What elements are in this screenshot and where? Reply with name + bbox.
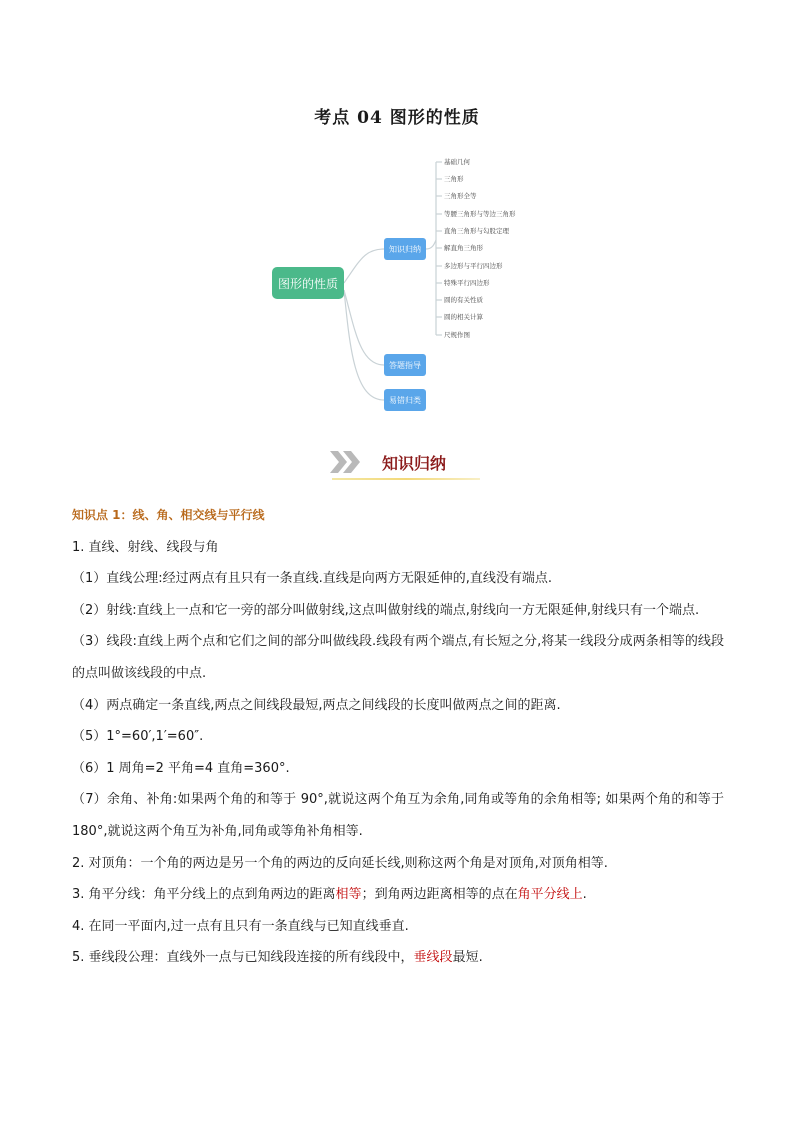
double-chevron-icon (330, 449, 364, 475)
mindmap-branch-guidance: 答题指导 (384, 354, 426, 376)
mind-map (260, 150, 540, 420)
mindmap-leaf: 基础几何 (444, 158, 470, 166)
list-item: 1. 直线、射线、线段与角 (72, 539, 219, 555)
paragraph: （5）1°=60′,1′=60″. (72, 729, 204, 745)
paragraph: （2）射线:直线上一点和它一旁的部分叫做射线,这点叫做射线的端点,射线向一方无限延伸,射线只有一个端点. (72, 602, 700, 618)
paragraph: （7）余角、补角:如果两个角的和等于 90°,就说这两个角互为余角,同角或等角的余角相等; 如果两个角的和等于 180°,就说这两个角互为补角,同角或等角补角相等. (72, 792, 724, 839)
section-title: 知识归纳 (382, 454, 447, 473)
page-title: 考点 04 图形的性质 (314, 108, 480, 128)
document-body (72, 500, 724, 974)
section-banner (0, 445, 794, 485)
list-item (72, 879, 724, 911)
mindmap-leaf: 圆的相关计算 (444, 313, 483, 321)
mindmap-root: 图形的性质 (272, 267, 344, 299)
text-run: . (582, 887, 587, 903)
list-item: 2. 对顶角：一个角的两边是另一个角的两边的反向延长线,则称这两个角是对顶角,对顶角相等. (72, 855, 608, 871)
list-item: 4. 在同一平面内,过一点有且只有一条直线与已知直线垂直. (72, 918, 409, 934)
connector-guidance (344, 290, 384, 365)
mindmap-leaf: 三角形 (444, 175, 464, 183)
paragraph: （4）两点确定一条直线,两点之间线段最短,两点之间线段的长度叫做两点之间的距离. (72, 697, 561, 713)
mindmap-leaf: 等腰三角形与等边三角形 (444, 210, 516, 218)
mindmap-leaf: 多边形与平行四边形 (444, 262, 503, 270)
text-run: 3. 角平分线：角平分线上的点到角两边的距离 (72, 887, 336, 903)
paragraph: （6）1 周角=2 平角=4 直角=360°. (72, 760, 290, 776)
mindmap-leaf: 直角三角形与勾股定理 (444, 227, 509, 235)
paragraph: （1）直线公理:经过两点有且只有一条直线.直线是向两方无限延伸的,直线没有端点. (72, 571, 553, 587)
text-run: 最短. (452, 950, 483, 966)
connector-knowledge (344, 249, 384, 283)
paragraph: （3）线段:直线上两个点和它们之间的部分叫做线段.线段有两个端点,有长短之分,将某一线段分成两条相等的线段的点叫做该线段的中点. (72, 634, 724, 681)
mindmap-branch-knowledge: 知识归纳 (384, 238, 426, 260)
highlighted-text: 角平分线上 (517, 887, 583, 903)
mindmap-leaf: 圆的有关性质 (444, 296, 483, 304)
mindmap-leaf: 解直角三角形 (444, 244, 483, 252)
text-run: ；到角两边距离相等的点在 (361, 887, 518, 903)
mindmap-leaf: 特殊平行四边形 (444, 279, 490, 287)
mindmap-branch-errors: 易错归类 (384, 389, 426, 411)
highlighted-text: 相等 (335, 887, 362, 903)
mindmap-leaf: 尺规作图 (444, 331, 470, 339)
connector-errors (344, 290, 384, 400)
text-run: 5. 垂线段公理：直线外一点与已知线段连接的所有线段中， (72, 950, 414, 966)
list-item (72, 942, 724, 974)
mindmap-leaf: 三角形全等 (444, 192, 477, 200)
highlighted-text: 垂线段 (413, 950, 453, 966)
knowledge-point-heading: 知识点 1：线、角、相交线与平行线 (72, 508, 265, 522)
section-underline (332, 478, 480, 480)
